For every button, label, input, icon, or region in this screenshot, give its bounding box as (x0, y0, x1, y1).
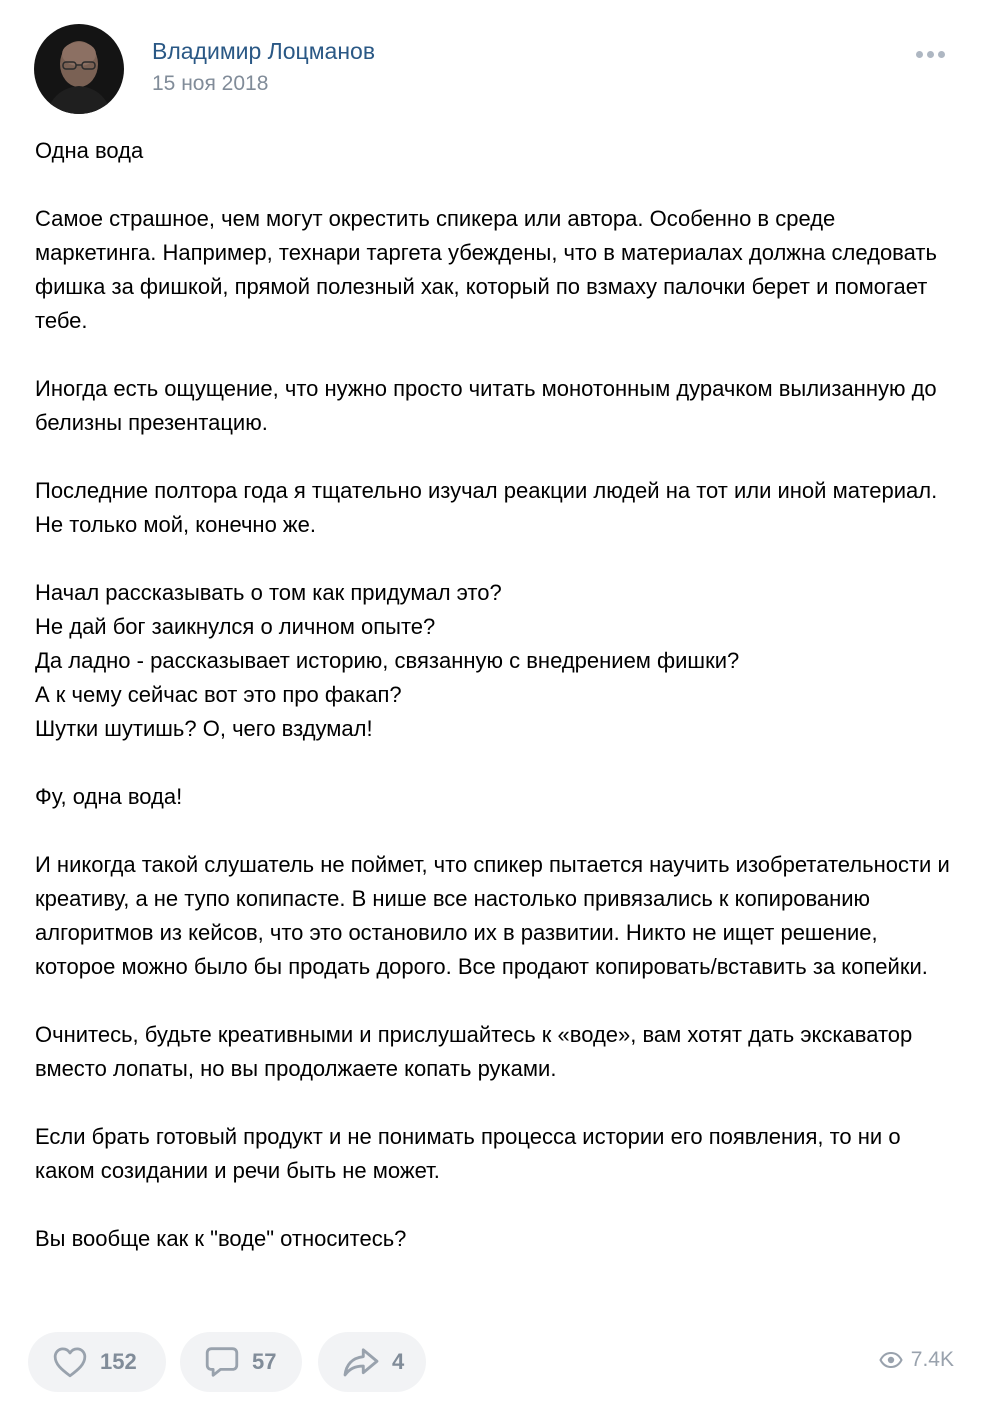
post-paragraph: И никогда такой слушатель не поймет, что спикер пытается научить изобретательности и креативу, а не тупо копипасте. В нише все настолько привязались к копированию алгоритмов из кейсов, что это остановило их в развитии. Никто не ищет решение, которое можно было бы продать дорого. Все продают копировать/вставить за копейки. (35, 852, 950, 979)
share-count: 4 (392, 1349, 405, 1374)
share-button[interactable] (318, 1332, 426, 1392)
like-count: 152 (100, 1349, 137, 1374)
comment-icon (204, 1345, 240, 1379)
comment-count: 57 (252, 1349, 277, 1374)
avatar[interactable] (34, 24, 124, 114)
post-paragraph: Иногда есть ощущение, что нужно просто читать монотонным дурачком вылизанную до белизны презентацию. (35, 376, 937, 435)
post-paragraph: Очнитесь, будьте креативными и прислушайтесь к «воде», вам хотят дать экскаватор вместо лопаты, но вы продолжаете копать руками. (35, 1022, 913, 1081)
avatar-image (34, 24, 124, 114)
post-paragraph: Фу, одна вода! (35, 784, 183, 809)
more-options-button[interactable] (906, 38, 954, 70)
share-arrow-icon (342, 1346, 380, 1378)
post-paragraph: Вы вообще как к "воде" относитесь? (35, 1226, 407, 1251)
heart-icon (52, 1346, 88, 1378)
post-paragraph: Начал рассказывать о том как придумал это? Не дай бог заикнулся о личном опыте? Да ладно - рассказывает историю, связанную с внедрением фишки? А к чему сейчас вот это про факап? Шутки шутишь? О, чего вздумал! (35, 580, 740, 741)
like-button[interactable] (28, 1332, 166, 1392)
post-date[interactable]: 15 ноя 2018 (152, 72, 269, 95)
author-name[interactable]: Владимир Лоцманов (152, 38, 376, 64)
eye-icon (879, 1351, 903, 1369)
post-paragraph: Последние полтора года я тщательно изучал реакции людей на тот или иной материал. Не только мой, конечно же. (35, 478, 938, 537)
views-count: 7.4K (910, 1348, 954, 1371)
post-text (35, 134, 955, 1256)
post-paragraph: Если брать готовый продукт и не понимать процесса истории его появления, то ни о каком созидании и речи быть не может. (35, 1124, 901, 1183)
post-paragraph: Самое страшное, чем могут окрестить спикера или автора. Особенно в среде маркетинга. Например, технари таргета убеждены, что в материалах должна следовать фишка за фишкой, прямой полезный хак, который по взмаху палочки берет и помогает тебе. (35, 206, 937, 333)
views-counter (879, 1348, 954, 1372)
post-paragraph: Одна вода (35, 138, 144, 163)
comment-button[interactable] (180, 1332, 302, 1392)
more-dots-icon (916, 51, 923, 58)
